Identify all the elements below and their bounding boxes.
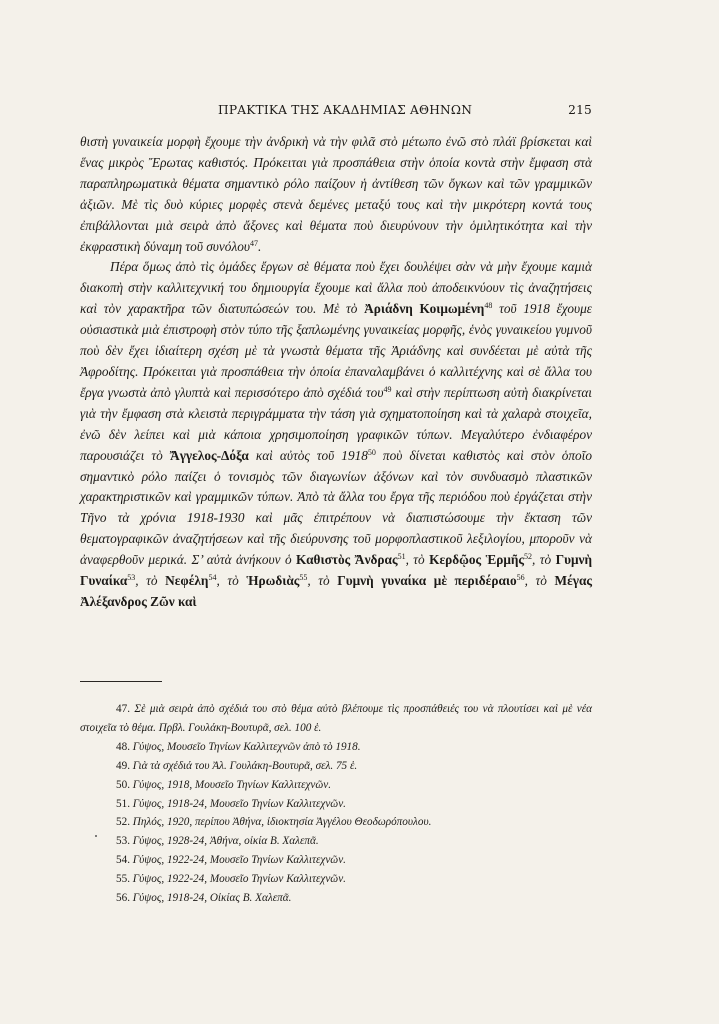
footnote-number: 53.: [116, 835, 130, 848]
note-ref-47: 47: [249, 238, 258, 248]
footnote-text: Γύψος, 1922-24, Μουσεῖο Τηνίων Καλλιτεχνῶν.: [132, 873, 346, 886]
footnote-text: Γύψος, 1918-24, Μουσεῖο Τηνίων Καλλιτεχνῶν.: [132, 797, 346, 810]
work-title-megas-alexandros: Μέγας Ἀλέξανδρος Ζῶν καὶ: [80, 573, 592, 609]
work-title-kathistos-andras: Καθιστὸς Ἄνδρας: [296, 552, 398, 568]
work-title-angelos-doxa: Ἄγγελος-Δόξα: [169, 447, 249, 463]
paragraph-2-text-e: ποὺ δίνεται καθιστὸς καὶ στὸν ὁποῖο σημαντικὸ ρόλο παίζει ὁ τονισμὸς τῶν διαγωνίων ἀξόνων καὶ τὸν συνδυασμὸ πλαστικῶν χαρακτηριστικῶν καὶ γραμμικῶν τύπων. Ἀπὸ τὰ ἄλλα του ἔργα τῆς περιόδου ποὺ ἐργάζεται στὴν Τῆνο τὰ χρόνια 1918-1930 καὶ μᾶς ἐπιτρέπουν νὰ διαπιστώσουμε τὴν ἔκταση τῶν θεματογραφικῶν ἀναζητήσεων καὶ τῆς διεύρυνσης τοῦ μορφοπλαστικοῦ λεξιλογίου, μποροῦν νὰ ἀναφερθοῦν μερικά. Σ’ αὐτὰ ἀνήκουν ὁ: [80, 447, 592, 568]
footnote-text: Γύψος, 1918-24, Οἰκίας Β. Χαλεπᾶ.: [132, 892, 292, 905]
separator: , τὸ: [524, 573, 547, 589]
footnote-49: [80, 757, 592, 776]
journal-title: ΠΡΑΚΤΙΚΑ ΤΗΣ ΑΚΑΔΗΜΙΑΣ ΑΘΗΝΩΝ: [218, 103, 473, 117]
separator: , τὸ: [135, 573, 158, 589]
work-title-irodias: Ἡρωδιὰς: [246, 573, 300, 589]
footnote-56: [80, 889, 592, 908]
paragraph-2-text-c: καὶ στὴν περίπτωση αὐτὴ διακρίνεται γιὰ τὴν ἔμφαση στὰ κλειστὰ περιγράμματα τὴν τάση γιὰ σχηματοποίηση καὶ τὰ χαλαρὰ στοιχεῖα, ἐνῶ δὲν λείπει καὶ μιὰ κάποια χρησιμοποίηση γραφικῶν τύπων. Μεγαλύτερο ἐνδιαφέρον παρουσιάζει τὸ: [80, 384, 593, 463]
footnote-number: 49.: [116, 759, 130, 772]
footnote-text: Γύψος, 1918, Μουσεῖο Τηνίων Καλλιτεχνῶν.: [132, 778, 332, 791]
footnote-text: Γύψος, 1928-24, Ἀθήνα, οἰκία Β. Χαλεπᾶ.: [132, 835, 319, 848]
footnotes: [80, 700, 592, 908]
footnote-number: 50.: [116, 778, 130, 791]
page-number: 215: [568, 103, 592, 117]
footnote-number: 47.: [116, 703, 130, 715]
note-ref-49: 49: [383, 384, 392, 394]
footnote-text: Σὲ μιὰ σειρὰ ἀπὸ σχέδιά του στὸ θέμα αὐτὸ βλέπουμε τὶς προσπάθειές του νὰ πλουτίσει καὶ μὲ νέα στοιχεῖα τὸ θέμα. Πρβλ. Γουλάκη-Βουτυρᾶ, σελ. 100 ἑ.: [80, 703, 592, 734]
body-text: [80, 132, 592, 613]
footnote-50: [80, 776, 592, 795]
note-ref-51: 51: [397, 552, 406, 562]
separator: , τὸ: [532, 552, 552, 568]
footnote-number: 48.: [116, 740, 130, 753]
note-ref-52: 52: [524, 552, 533, 562]
work-title-gymni-gynaika: Γυμνὴ Γυναίκα: [80, 552, 593, 589]
footnote-text: Γύψος, Μουσεῖο Τηνίων Καλλιτεχνῶν ἀπὸ τὸ 1918.: [132, 740, 361, 753]
footnote-53: [80, 832, 592, 851]
separator: , τὸ: [216, 573, 239, 589]
footnote-number: 55.: [116, 873, 130, 886]
paragraph-2-text-a: Πέρα ὅμως ἀπὸ τὶς ὁμάδες ἔργων σὲ θέματα ποὺ ἔχει δουλέψει σὰν νὰ μὴν ἔχουμε καμιὰ διακοπὴ στὴν καλλιτεχνική του δημιουργία ἔχουμε καὶ ἄλλα ποὺ ἀποδεικνύουν τὶς ἀναζητήσεις καὶ τὸν χαρακτῆρα τῶν διατυπώσεών του. Μὲ τὸ: [80, 259, 592, 317]
paragraph-1-text: θιστὴ γυναικεία μορφὴ ἔχουμε τὴν ἀνδρικὴ νὰ τὴν φιλᾶ στὸ μέτωπο ἐνῶ στὸ πλάϊ βρίσκεται καὶ ἕνας μικρὸς Ἔρωτας καθιστός. Πρόκειται γιὰ προσπάθεια στὴν ὁποία κοντὰ στὴν ἔμφαση στὰ παραπληρωματικὰ θέματα σημαντικὸ ρόλο παίζουν ἡ ἀντίθεση τῶν ὄγκων καὶ τῶν γραμμικῶν ἀξιῶν. Μὲ τὶς δυὸ κύριες μορφὲς στενὰ δεμένες μεταξύ τους καὶ τὴν μικρότερη κοντά τους ἐπιβάλλονται μιὰ σειρὰ ἀπὸ ἄξονες καὶ θέματα ποὺ διευρύνουν τὴν ὁμιλητικότητα καὶ τὴν ἐκφραστικὴ δύναμη τοῦ συνόλου: [80, 134, 592, 254]
paragraph-2-text-d: καὶ αὐτὸς τοῦ 1918: [255, 447, 368, 463]
paragraph-2: [80, 257, 592, 612]
footnote-number: 56.: [116, 892, 130, 905]
paragraph-2-text-b: τοῦ 1918 ἔχουμε οὐσιαστικὰ μιὰ ἐπιστροφὴ στὸν τύπο τῆς ξαπλωμένης γυναικείας μορφῆς, ἑνὸς γυναικείου γυμνοῦ ποὺ δὲν ἔχει ἰδιαίτερη σχέση μὲ τὰ γνωστὰ θέματα τῆς Ἀριάδνης καὶ συνδέεται μὲ αὐτὰ τῆς Ἀφροδίτης. Πρόκειται γιὰ προσπάθεια τὴν ὁποία ἐπαναλαμβάνει ὁ καλλιτέχνης καὶ σὲ ἄλλα του ἔργα γνωστὰ ἀπὸ γλυπτὰ καὶ περισσότερο ἀπὸ σχέδιά του: [80, 301, 593, 400]
note-ref-50: 50: [367, 447, 376, 457]
footnote-55: [80, 870, 592, 889]
note-ref-48: 48: [484, 301, 493, 311]
separator: , τὸ: [405, 552, 425, 568]
note-ref-56: 56: [516, 573, 525, 583]
footnote-rule: [80, 681, 162, 682]
separator: , τὸ: [307, 573, 330, 589]
footnote-number: 51.: [116, 797, 130, 810]
footnote-51: [80, 795, 592, 814]
work-title-gymni-peridaireo: Γυμνὴ γυναίκα μὲ περιδέραιο: [337, 573, 517, 589]
footnote-54: [80, 851, 592, 870]
footnote-47: [80, 700, 592, 738]
paragraph-1: θιστὴ γυναικεία μορφὴ ἔχουμε τὴν ἀνδρικὴ νὰ τὴν φιλᾶ στὸ μέτωπο ἐνῶ στὸ πλάϊ βρίσκεται καὶ ἕνας μικρὸς Ἔρωτας καθιστός. Πρόκειται γιὰ προσπάθεια στὴν ὁποία κοντὰ στὴν ἔμφαση στὰ παραπληρωματικὰ θέματα σημαντικὸ ρόλο παίζουν ἡ ἀντίθεση τῶν ὄγκων καὶ τῶν γραμμικῶν ἀξιῶν. Μὲ τὶς δυὸ κύριες μορφὲς στενὰ δεμένες μεταξύ τους καὶ τὴν μικρότερη κοντά τους ἐπιβάλλονται μιὰ σειρὰ ἀπὸ ἄξονες καὶ θέματα ποὺ διευρύνουν τὴν ὁμιλητικότητα καὶ τὴν ἐκφραστικὴ δύναμη τοῦ συνόλου$^{47}$.: [80, 134, 592, 254]
footnote-52: [80, 813, 592, 832]
footnote-text: Γιὰ τὰ σχέδιά του Ἀλ. Γουλάκη-Βουτυρᾶ, σελ. 75 ἑ.: [132, 759, 358, 772]
note-ref-54: 54: [208, 573, 217, 583]
print-speck: [95, 835, 97, 837]
footnote-text: Γύψος, 1922-24, Μουσεῖο Τηνίων Καλλιτεχνῶν.: [132, 854, 346, 867]
note-ref-55: 55: [299, 573, 308, 583]
work-title-ariadne: Ἀριάδνη Κοιμωμένη: [364, 301, 485, 317]
note-ref-53: 53: [127, 573, 136, 583]
footnote-number: 54.: [116, 854, 130, 867]
work-title-kerdoos-ermis: Κερδῷος Ἑρμῆς: [429, 552, 525, 568]
footnote-number: 52.: [116, 816, 130, 829]
footnote-48: [80, 738, 592, 757]
footnote-text: Πηλός, 1920, περίπου Ἀθήνα, ἰδιοκτησία Ἀγγέλου Θεοδωρόπουλου.: [132, 816, 432, 829]
work-title-nefeli: Νεφέλη: [165, 573, 209, 589]
